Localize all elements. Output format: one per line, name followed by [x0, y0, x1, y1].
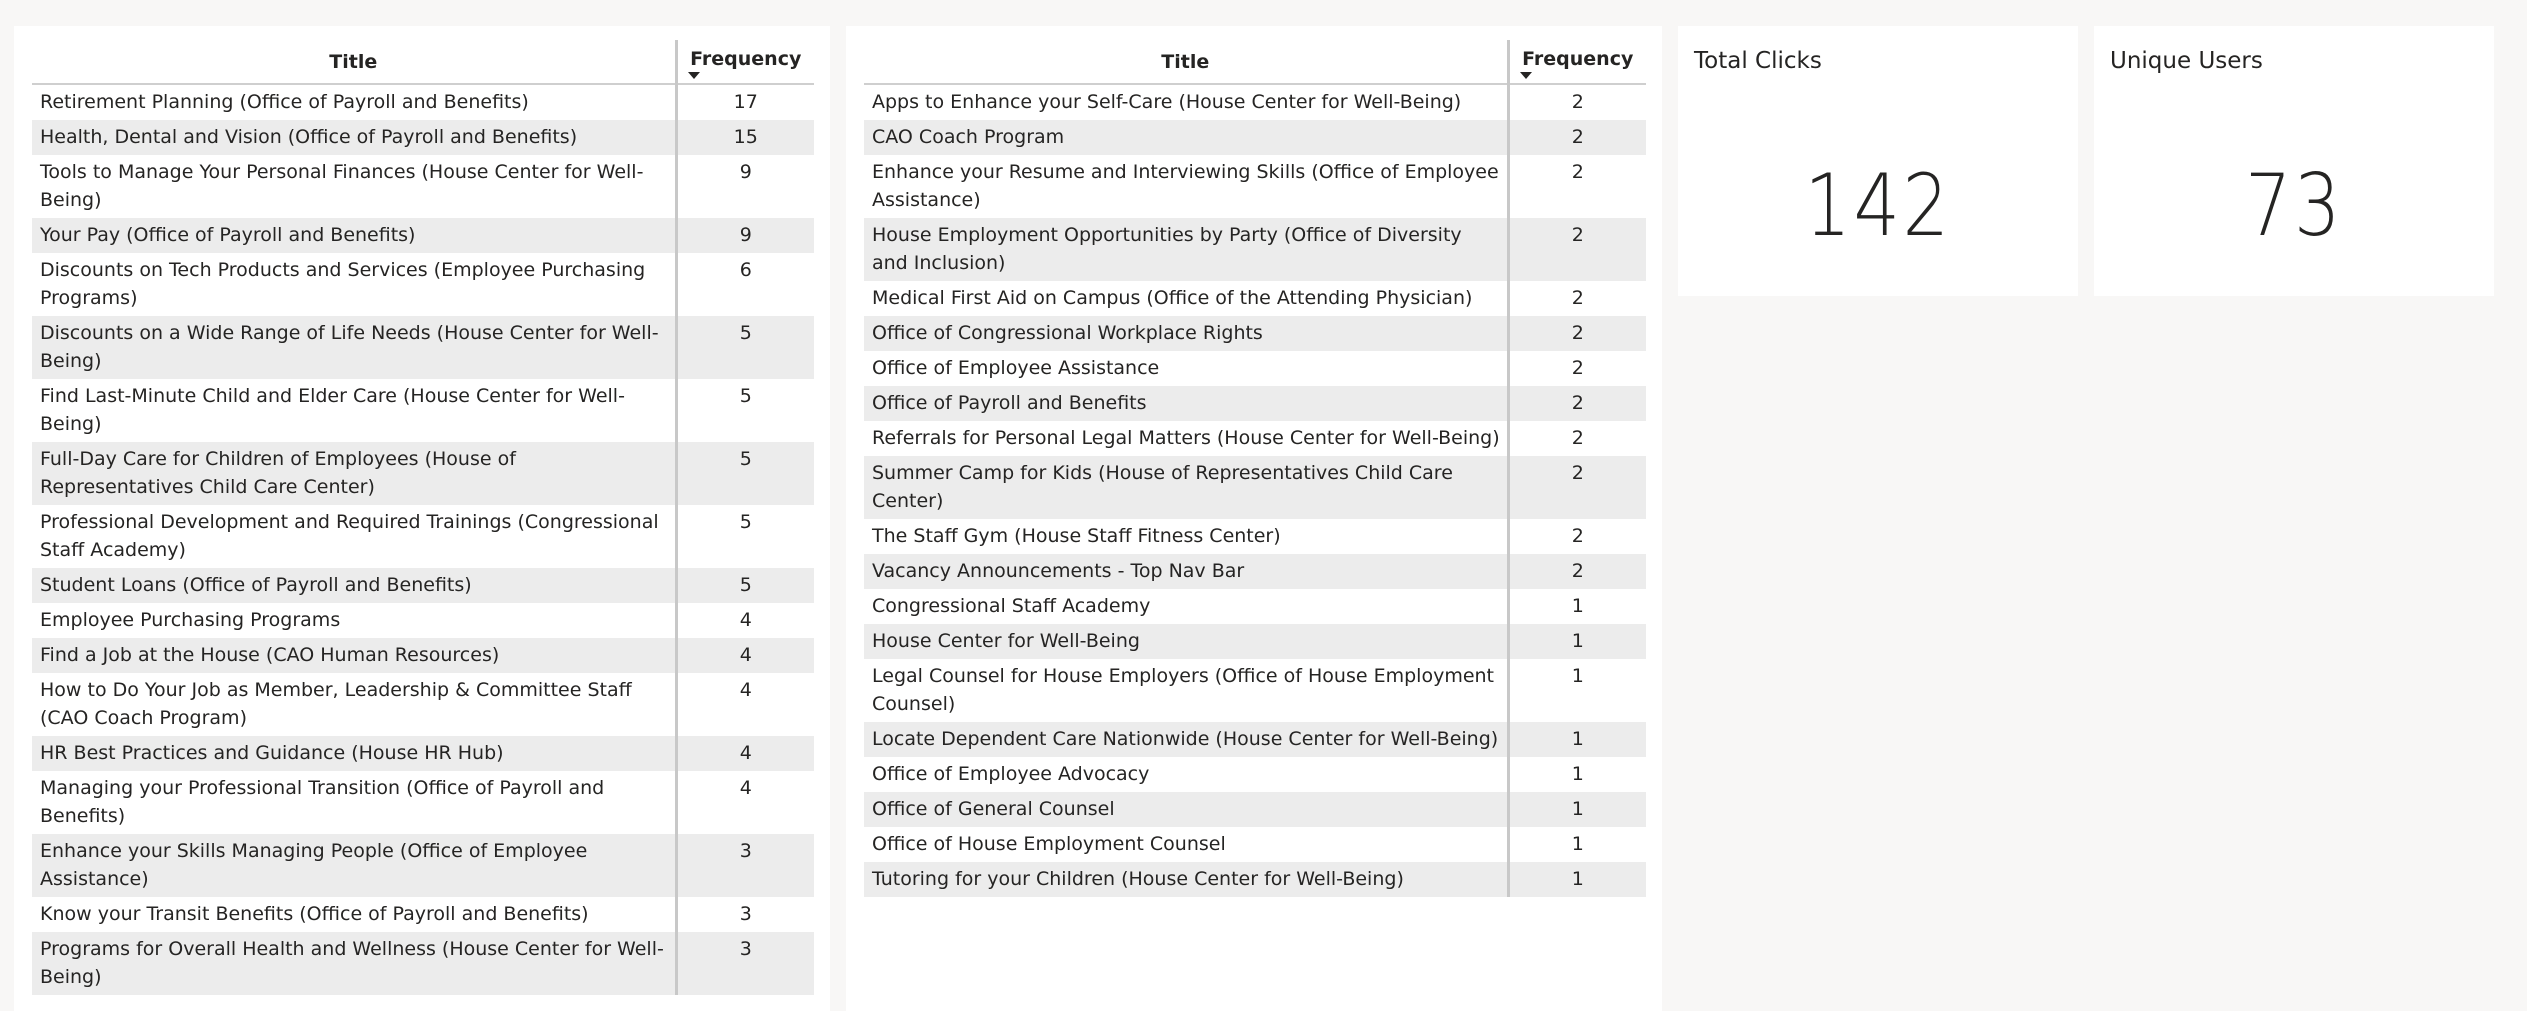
row-frequency: 1 — [1508, 659, 1646, 722]
row-frequency: 1 — [1508, 624, 1646, 659]
row-frequency: 4 — [676, 638, 814, 673]
row-frequency: 2 — [1508, 351, 1646, 386]
row-frequency: 3 — [676, 897, 814, 932]
row-frequency: 5 — [676, 568, 814, 603]
row-title: Office of Employee Assistance — [864, 351, 1508, 386]
card-label: Unique Users — [2110, 48, 2263, 74]
row-title: Apps to Enhance your Self-Care (House Center for Well-Being) — [864, 84, 1508, 120]
table-row[interactable] — [32, 84, 814, 120]
table-row[interactable] — [864, 624, 1646, 659]
row-title: Enhance your Resume and Interviewing Skills (Office of Employee Assistance) — [864, 155, 1508, 218]
frequency-table-left — [14, 26, 830, 1011]
table-row[interactable] — [32, 673, 814, 736]
row-title: Congressional Staff Academy — [864, 589, 1508, 624]
table-row[interactable] — [864, 351, 1646, 386]
row-title: Find a Job at the House (CAO Human Resources) — [32, 638, 676, 673]
row-frequency: 15 — [676, 120, 814, 155]
row-title: HR Best Practices and Guidance (House HR Hub) — [32, 736, 676, 771]
sort-descending-icon[interactable] — [1520, 72, 1532, 79]
table-row[interactable] — [32, 155, 814, 218]
table-row[interactable] — [32, 771, 814, 834]
table-row[interactable] — [864, 757, 1646, 792]
row-title: Find Last-Minute Child and Elder Care (House Center for Well-Being) — [32, 379, 676, 442]
row-frequency: 2 — [1508, 456, 1646, 519]
row-title: Locate Dependent Care Nationwide (House Center for Well-Being) — [864, 722, 1508, 757]
row-frequency: 2 — [1508, 519, 1646, 554]
sort-descending-icon[interactable] — [688, 72, 700, 79]
row-title: Student Loans (Office of Payroll and Benefits) — [32, 568, 676, 603]
table-row[interactable] — [32, 505, 814, 568]
column-header-title[interactable]: Title — [32, 40, 676, 84]
row-title: Discounts on Tech Products and Services (Employee Purchasing Programs) — [32, 253, 676, 316]
table-row[interactable] — [864, 386, 1646, 421]
row-title: Discounts on a Wide Range of Life Needs (House Center for Well-Being) — [32, 316, 676, 379]
row-title: Tutoring for your Children (House Center for Well-Being) — [864, 862, 1508, 897]
row-title: How to Do Your Job as Member, Leadership & Committee Staff (CAO Coach Program) — [32, 673, 676, 736]
row-title: Know your Transit Benefits (Office of Payroll and Benefits) — [32, 897, 676, 932]
table-left — [32, 40, 814, 995]
row-frequency: 6 — [676, 253, 814, 316]
row-frequency: 4 — [676, 673, 814, 736]
row-frequency: 5 — [676, 379, 814, 442]
row-title: Office of House Employment Counsel — [864, 827, 1508, 862]
table-row[interactable] — [864, 120, 1646, 155]
row-frequency: 4 — [676, 736, 814, 771]
column-header-frequency[interactable]: Frequency — [1508, 40, 1646, 84]
row-title: House Center for Well-Being — [864, 624, 1508, 659]
table-row[interactable] — [864, 218, 1646, 281]
row-title: Office of General Counsel — [864, 792, 1508, 827]
row-frequency: 2 — [1508, 386, 1646, 421]
table-row[interactable] — [32, 568, 814, 603]
table-row[interactable] — [32, 932, 814, 995]
row-title: Health, Dental and Vision (Office of Payroll and Benefits) — [32, 120, 676, 155]
row-frequency: 9 — [676, 155, 814, 218]
row-frequency: 3 — [676, 834, 814, 897]
row-frequency: 1 — [1508, 589, 1646, 624]
table-row[interactable] — [32, 603, 814, 638]
row-frequency: 5 — [676, 505, 814, 568]
table-row[interactable] — [864, 554, 1646, 589]
row-frequency: 4 — [676, 771, 814, 834]
column-header-title[interactable]: Title — [864, 40, 1508, 84]
table-row[interactable] — [864, 155, 1646, 218]
row-frequency: 2 — [1508, 120, 1646, 155]
row-frequency: 1 — [1508, 827, 1646, 862]
row-title: Your Pay (Office of Payroll and Benefits) — [32, 218, 676, 253]
row-frequency: 2 — [1508, 281, 1646, 316]
table-row[interactable] — [32, 638, 814, 673]
row-title: Professional Development and Required Trainings (Congressional Staff Academy) — [32, 505, 676, 568]
table-row[interactable] — [32, 442, 814, 505]
row-title: Office of Employee Advocacy — [864, 757, 1508, 792]
table-row[interactable] — [32, 316, 814, 379]
row-frequency: 1 — [1508, 722, 1646, 757]
row-frequency: 2 — [1508, 421, 1646, 456]
table-row[interactable] — [864, 827, 1646, 862]
table-row[interactable] — [864, 862, 1646, 897]
card-label: Total Clicks — [1694, 48, 1822, 74]
table-row[interactable] — [864, 519, 1646, 554]
row-frequency: 2 — [1508, 218, 1646, 281]
table-row[interactable] — [32, 736, 814, 771]
row-title: Office of Payroll and Benefits — [864, 386, 1508, 421]
row-frequency: 5 — [676, 442, 814, 505]
row-title: Office of Congressional Workplace Rights — [864, 316, 1508, 351]
frequency-table-right — [846, 26, 1662, 1011]
row-title: Medical First Aid on Campus (Office of the Attending Physician) — [864, 281, 1508, 316]
table-row[interactable] — [32, 253, 814, 316]
table-header-row — [864, 40, 1646, 84]
table-row[interactable] — [864, 589, 1646, 624]
row-title: Full-Day Care for Children of Employees (House of Representatives Child Care Center) — [32, 442, 676, 505]
row-title: Legal Counsel for House Employers (Office of House Employment Counsel) — [864, 659, 1508, 722]
row-frequency: 17 — [676, 84, 814, 120]
row-title: Vacancy Announcements - Top Nav Bar — [864, 554, 1508, 589]
table-row[interactable] — [864, 421, 1646, 456]
table-row[interactable] — [864, 456, 1646, 519]
row-title: Enhance your Skills Managing People (Office of Employee Assistance) — [32, 834, 676, 897]
table-row[interactable] — [32, 120, 814, 155]
row-frequency: 2 — [1508, 316, 1646, 351]
row-title: The Staff Gym (House Staff Fitness Center) — [864, 519, 1508, 554]
row-title: Programs for Overall Health and Wellness (House Center for Well-Being) — [32, 932, 676, 995]
row-frequency: 2 — [1508, 554, 1646, 589]
row-frequency: 4 — [676, 603, 814, 638]
row-frequency: 3 — [676, 932, 814, 995]
row-title: Retirement Planning (Office of Payroll and Benefits) — [32, 84, 676, 120]
table-row[interactable] — [864, 659, 1646, 722]
row-title: Summer Camp for Kids (House of Representatives Child Care Center) — [864, 456, 1508, 519]
card-value: 142 — [1804, 156, 1952, 256]
column-header-frequency[interactable]: Frequency — [676, 40, 814, 84]
row-title: House Employment Opportunities by Party (Office of Diversity and Inclusion) — [864, 218, 1508, 281]
table-row[interactable] — [864, 316, 1646, 351]
row-frequency: 9 — [676, 218, 814, 253]
row-title: Referrals for Personal Legal Matters (House Center for Well-Being) — [864, 421, 1508, 456]
table-row[interactable] — [864, 722, 1646, 757]
row-frequency: 2 — [1508, 155, 1646, 218]
table-row[interactable] — [32, 834, 814, 897]
table-header-row — [32, 40, 814, 84]
row-title: Managing your Professional Transition (Office of Payroll and Benefits) — [32, 771, 676, 834]
row-frequency: 2 — [1508, 84, 1646, 120]
row-frequency: 5 — [676, 316, 814, 379]
row-frequency: 1 — [1508, 792, 1646, 827]
row-title: Tools to Manage Your Personal Finances (House Center for Well-Being) — [32, 155, 676, 218]
table-row[interactable] — [864, 281, 1646, 316]
row-title: Employee Purchasing Programs — [32, 603, 676, 638]
total-clicks-card — [1678, 26, 2078, 296]
table-row[interactable] — [32, 218, 814, 253]
table-row[interactable] — [32, 379, 814, 442]
table-row[interactable] — [864, 792, 1646, 827]
unique-users-card — [2094, 26, 2494, 296]
table-row[interactable] — [32, 897, 814, 932]
card-value: 73 — [2244, 156, 2344, 256]
row-frequency: 1 — [1508, 757, 1646, 792]
table-row[interactable] — [864, 84, 1646, 120]
table-right — [864, 40, 1646, 897]
row-frequency: 1 — [1508, 862, 1646, 897]
row-title: CAO Coach Program — [864, 120, 1508, 155]
